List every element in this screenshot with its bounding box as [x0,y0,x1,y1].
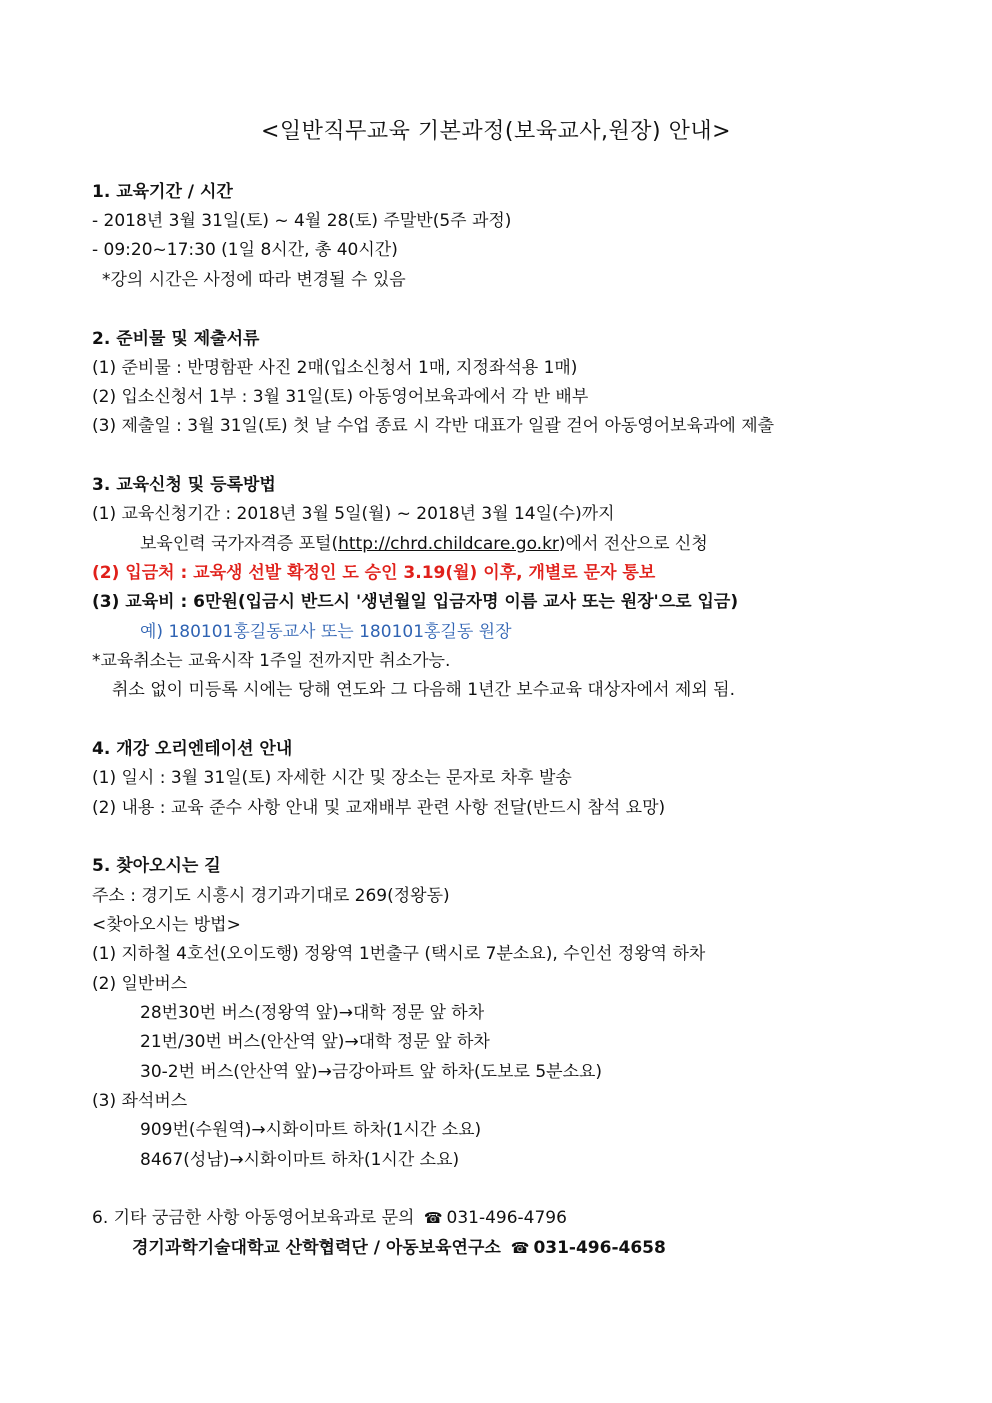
s5-bus-line-1: 28번30번 버스(정왕역 앞)→대학 정문 앞 하차 [140,1003,485,1023]
s5-bus-line-3: 30-2번 버스(안산역 앞)→금강아파트 앞 하차(도보로 5분소요) [140,1062,603,1082]
phone-icon: ☎ [510,1239,530,1257]
document-title: <일반직무교육 기본과정(보육교사,원장) 안내> [260,119,732,144]
s5-seat-bus-line-1: 909번(수원역)→시화이마트 하차(1시간 소요) [140,1120,482,1140]
s3-line-1: (1) 교육신청기간 : 2018년 3월 5일(월) ~ 2018년 3월 14일(수)까지 [92,504,615,524]
s6-line-1 [92,1206,567,1230]
portal-link[interactable]: http://chrd.childcare.go.kr [338,534,559,554]
s3-line-2-post: )에서 전산으로 신청 [558,534,708,554]
s1-note: *강의 시간은 사정에 따라 변경될 수 있음 [102,270,406,290]
s6-line-2-text: 경기과학기술대학교 산학협력단 / 아동보육연구소 [132,1238,501,1258]
section-3-heading: 3. 교육신청 및 등록방법 [92,475,276,495]
s4-line-1: (1) 일시 : 3월 31일(토) 자세한 시간 및 장소는 문자로 차후 발송 [92,768,572,788]
s3-line-3-deposit: (2) 입금처 : 교육생 선발 확정인 도 승인 3.19(월) 이후, 개별로 문자 통보 [92,563,656,583]
s2-line-2: (2) 입소신청서 1부 : 3월 31일(토) 아동영어보육과에서 각 반 배부 [92,387,589,407]
s5-subway: (1) 지하철 4호선(오이도행) 정왕역 1번출구 (택시로 7분소요), 수인선 정왕역 하차 [92,944,706,964]
s5-seat-bus-line-2: 8467(성남)→시화이마트 하차(1시간 소요) [140,1150,460,1170]
s6-phone-2: 031-496-4658 [533,1238,666,1258]
s5-directions-title: <찾아오시는 방법> [92,915,241,935]
s6-phone-1: 031-496-4796 [446,1208,567,1228]
phone-icon: ☎ [423,1209,443,1227]
s3-line-7: 취소 없이 미등록 시에는 당해 연도와 그 다음해 1년간 보수교육 대상자에서 제외 됨. [112,680,735,700]
s3-line-2-pre: 보육인력 국가자격증 포털( [140,534,339,554]
s5-bus-line-2: 21번/30번 버스(안산역 앞)→대학 정문 앞 하차 [140,1032,490,1052]
section-2-heading: 2. 준비물 및 제출서류 [92,329,260,349]
s3-line-5-example: 예) 180101홍길동교사 또는 180101홍길동 원장 [140,622,512,642]
s4-line-2: (2) 내용 : 교육 준수 사항 안내 및 교재배부 관련 사항 전달(반드시 참석 요망) [92,798,666,818]
s3-line-4-fee: (3) 교육비 : 6만원(입금시 반드시 '생년월일 입금자명 이름 교사 또는 원장'으로 입금) [92,592,739,612]
s5-bus-title: (2) 일반버스 [92,974,188,994]
s3-line-2 [140,532,708,556]
s2-line-1: (1) 준비물 : 반명함판 사진 2매(입소신청서 1매, 지정좌석용 1매) [92,358,578,378]
section-5-heading: 5. 찾아오시는 길 [92,856,221,876]
s1-line-time: - 09:20~17:30 (1일 8시간, 총 40시간) [92,240,398,260]
s1-line-period: - 2018년 3월 31일(토) ~ 4월 28(토) 주말반(5주 과정) [92,211,512,231]
section-4-heading: 4. 개강 오리엔테이션 안내 [92,739,293,759]
section-1-heading: 1. 교육기간 / 시간 [92,182,233,202]
s6-line-1-text: 6. 기타 궁금한 사항 아동영어보육과로 문의 [92,1208,415,1228]
s3-line-6: *교육취소는 교육시작 1주일 전까지만 취소가능. [92,651,451,671]
s2-line-3: (3) 제출일 : 3월 31일(토) 첫 날 수업 종료 시 각반 대표가 일괄 걷어 아동영어보육과에 제출 [92,416,775,436]
s6-line-2 [132,1236,666,1260]
s5-seat-bus-title: (3) 좌석버스 [92,1091,188,1111]
s5-address: 주소 : 경기도 시흥시 경기과기대로 269(정왕동) [92,886,450,906]
